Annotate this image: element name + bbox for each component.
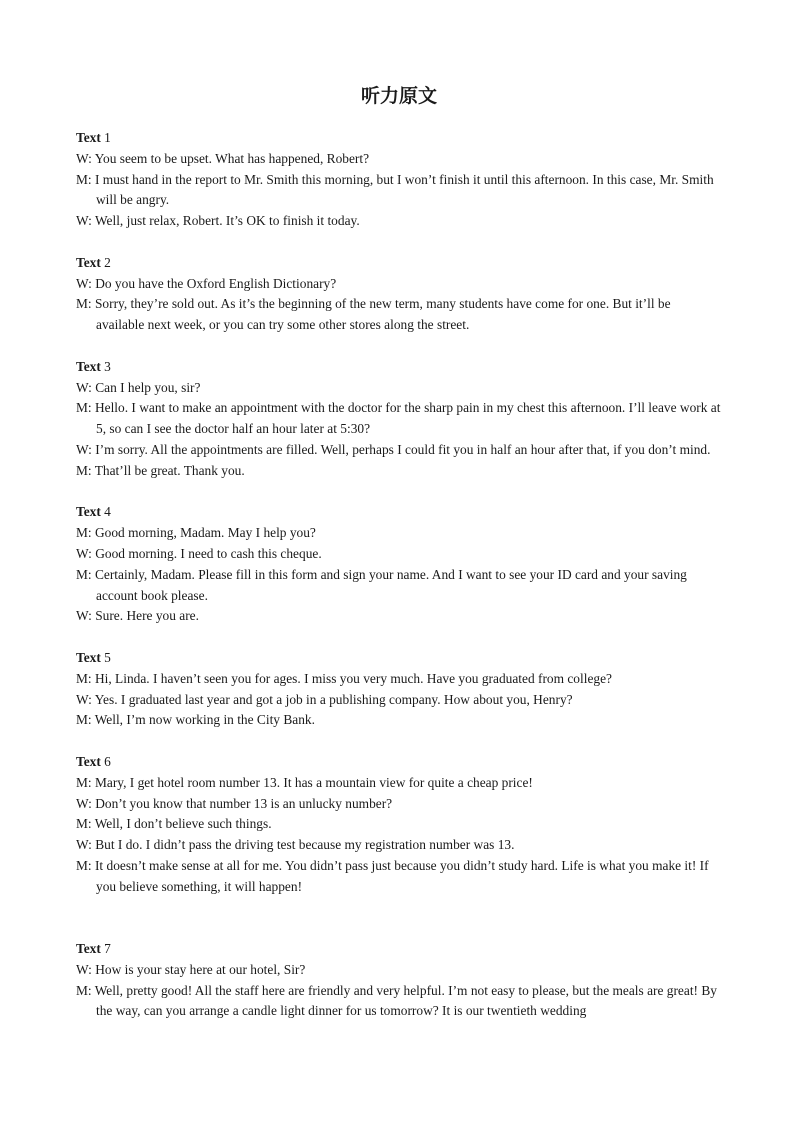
- dialogue-line: W: How is your stay here at our hotel, Sir?: [76, 961, 306, 977]
- section-number: 3: [104, 358, 111, 374]
- dialogue-line: W: You seem to be upset. What has happened, Robert?: [76, 150, 370, 166]
- document-page: [76, 84, 722, 1022]
- dialogue-line: M: Well, I don’t believe such things.: [76, 816, 272, 832]
- section-heading: [76, 752, 722, 773]
- dialogue-line: M: Hi, Linda. I haven’t seen you for ages. I miss you very much. Have you graduated from college?: [76, 670, 612, 686]
- text-section-7: [76, 939, 722, 1022]
- section-heading: [76, 939, 722, 960]
- section-number: 7: [104, 941, 111, 957]
- dialogue-line: M: Mary, I get hotel room number 13. It has a mountain view for quite a cheap price!: [76, 774, 533, 790]
- section-label: Text: [76, 254, 101, 270]
- dialogue-line: W: Sure. Here you are.: [76, 608, 199, 624]
- text-section-1: [76, 128, 722, 232]
- dialogue-line: M: Hello. I want to make an appointment with the doctor for the sharp pain in my chest this afternoon. I’ll leave work at 5, so can I see the doctor half an hour later at 5:30?: [76, 400, 721, 437]
- dialogue-line: W: I’m sorry. All the appointments are filled. Well, perhaps I could fit you in half an hour after that, if you don’t mind.: [76, 441, 711, 457]
- section-number: 2: [104, 254, 111, 270]
- dialogue-line: W: Good morning. I need to cash this cheque.: [76, 545, 322, 561]
- dialogue-line: M: It doesn’t make sense at all for me. You didn’t pass just because you didn’t study hard. Life is what you make it! If you believe something, it will happen!: [76, 857, 709, 894]
- section-number: 4: [104, 504, 111, 520]
- dialogue-line: M: Certainly, Madam. Please fill in this form and sign your name. And I want to see your ID card and your saving account book please.: [76, 566, 687, 603]
- section-label: Text: [76, 753, 101, 769]
- dialogue-line: W: Well, just relax, Robert. It’s OK to finish it today.: [76, 213, 360, 229]
- text-section-5: [76, 648, 722, 731]
- text-section-2: [76, 253, 722, 336]
- text-section-6: [76, 752, 722, 898]
- dialogue-line: M: I must hand in the report to Mr. Smith this morning, but I won’t finish it until this afternoon. In this case, Mr. Smith will be angry.: [76, 171, 714, 208]
- section-label: Text: [76, 130, 101, 145]
- dialogue-line: W: Do you have the Oxford English Dictionary?: [76, 275, 337, 291]
- dialogue-line: M: Sorry, they’re sold out. As it’s the beginning of the new term, many students have come for one. But it’ll be available next week, or you can try some other stores along the street.: [76, 296, 671, 333]
- section-heading: [76, 357, 722, 378]
- section-label: Text: [76, 649, 101, 665]
- section-heading: [76, 128, 722, 149]
- section-heading: [76, 648, 722, 669]
- text-section-3: [76, 357, 722, 482]
- section-heading: [76, 502, 722, 523]
- dialogue-line: M: Well, pretty good! All the staff here are friendly and very helpful. I’m not easy to please, but the meals are great! By the way, can you arrange a candle light dinner for us tomorrow? It is our twentieth wedding: [76, 982, 717, 1019]
- section-label: Text: [76, 358, 101, 374]
- dialogue-line: M: Good morning, Madam. May I help you?: [76, 525, 316, 541]
- section-number: 5: [104, 649, 111, 665]
- dialogue-line: W: Yes. I graduated last year and got a job in a publishing company. How about you, Henry?: [76, 691, 573, 707]
- section-label: Text: [76, 504, 101, 520]
- page-title: 听力原文: [360, 85, 437, 107]
- dialogue-line: W: Can I help you, sir?: [76, 379, 201, 395]
- dialogue-line: W: But I do. I didn’t pass the driving test because my registration number was 13.: [76, 837, 515, 853]
- dialogue-line: M: Well, I’m now working in the City Bank.: [76, 712, 315, 728]
- section-number: 1: [104, 130, 111, 145]
- dialogue-line: W: Don’t you know that number 13 is an unlucky number?: [76, 795, 393, 811]
- dialogue-line: M: That’ll be great. Thank you.: [76, 462, 245, 478]
- section-heading: [76, 253, 722, 274]
- text-section-4: [76, 502, 722, 627]
- section-label: Text: [76, 941, 101, 957]
- section-number: 6: [104, 753, 111, 769]
